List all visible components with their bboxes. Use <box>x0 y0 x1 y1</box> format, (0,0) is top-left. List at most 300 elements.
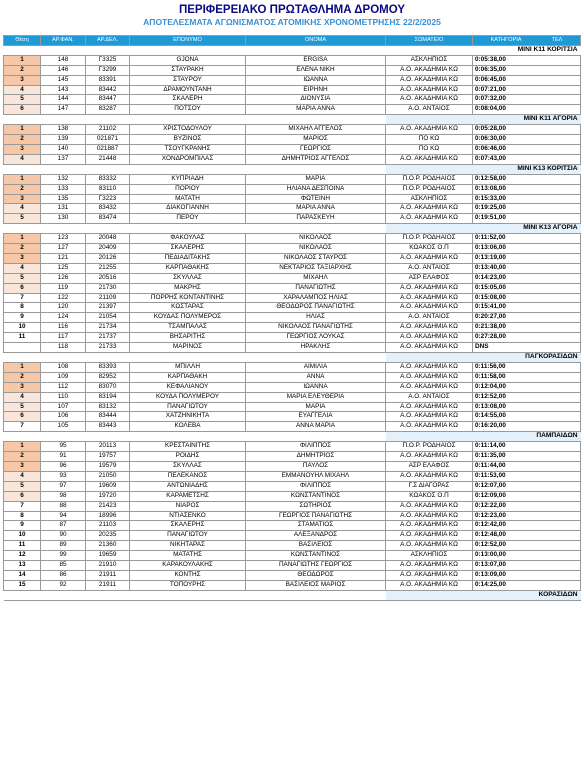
header-category: ΚΑΤΗΓΟΡΙΑ <box>490 37 522 43</box>
firstname-cell: ΔΗΜΗΤΡΙΟΣ ΑΓΓΕΛΟΣ <box>246 154 386 164</box>
bib-cell: 145 <box>41 75 86 85</box>
bib-cell: 85 <box>41 561 86 571</box>
time-cell: 0:15:33,00 <box>473 194 581 204</box>
result-row <box>4 263 581 273</box>
club-cell: Α.Ο. ΑΚΑΔΗΜΙΑ ΚΩ <box>386 333 473 343</box>
position-cell: 1 <box>4 442 41 452</box>
time-cell: 0:06:35,00 <box>473 65 581 75</box>
firstname-cell: ΠΑΥΛΟΣ <box>246 461 386 471</box>
category-name: ΜΙΝΙ Κ11 ΑΓΟΡΙΑ <box>386 115 581 125</box>
time-cell: 0:20:27,00 <box>473 313 581 323</box>
surname-cell: ΡΟΪΔΗΣ <box>130 452 246 462</box>
firstname-cell: ΝΙΚΟΛΑΟΣ <box>246 234 386 244</box>
license-cell: 21734 <box>86 323 130 333</box>
time-cell: 0:16:20,00 <box>473 422 581 432</box>
result-row <box>4 491 581 501</box>
time-cell: 0:14:55,00 <box>473 412 581 422</box>
time-cell: 0:12:07,00 <box>473 481 581 491</box>
time-cell: 0:06:46,00 <box>473 144 581 154</box>
bib-cell: 143 <box>41 85 86 95</box>
time-cell: 0:13:06,00 <box>473 244 581 254</box>
category-header <box>4 164 581 174</box>
result-row <box>4 293 581 303</box>
time-cell: 0:07:21,00 <box>473 85 581 95</box>
position-cell: 6 <box>4 283 41 293</box>
firstname-cell: ΑΝΝΑ <box>246 372 386 382</box>
result-row <box>4 105 581 115</box>
result-row <box>4 234 581 244</box>
club-cell: Α.Ο. ΑΚΑΔΗΜΙΑ ΚΩ <box>386 561 473 571</box>
result-row <box>4 452 581 462</box>
license-cell: 21911 <box>86 580 130 590</box>
position-cell: 2 <box>4 452 41 462</box>
club-cell: ΑΣΡ ΕΛΑΦΟΣ <box>386 461 473 471</box>
club-cell: Α.Ο. ΑΚΑΔΗΜΙΑ ΚΩ <box>386 293 473 303</box>
position-cell: 6 <box>4 412 41 422</box>
license-cell: 21103 <box>86 521 130 531</box>
position-cell: 1 <box>4 125 41 135</box>
surname-cell: ΔΡΑΜΟΥΝΤΑΝΗ <box>130 85 246 95</box>
result-row <box>4 75 581 85</box>
position-cell: 6 <box>4 105 41 115</box>
bib-cell: 97 <box>41 481 86 491</box>
bib-cell: 139 <box>41 135 86 145</box>
firstname-cell: ΠΑΡΑΣΚΕΥΗ <box>246 214 386 224</box>
surname-cell: ΠΟΡΡΗΣ ΚΟΝΤΑΝΤΙΝΗΣ <box>130 293 246 303</box>
surname-cell: ΧΟΝΔΡΟΜΠΙΛΑΣ <box>130 154 246 164</box>
position-cell: 3 <box>4 382 41 392</box>
bib-cell: 110 <box>41 392 86 402</box>
club-cell: Α.Ο. ΑΚΑΔΗΜΙΑ ΚΩ <box>386 580 473 590</box>
result-row <box>4 273 581 283</box>
position-cell: 4 <box>4 263 41 273</box>
club-cell: ΠΟ ΚΩ <box>386 135 473 145</box>
category-header <box>4 432 581 442</box>
time-cell: DNS <box>473 343 581 353</box>
firstname-cell: ΜΑΡΙΑ ΕΛΕΥΘΕΡΙΑ <box>246 392 386 402</box>
surname-cell: ΠΑΝΑΓΙΩΤΟΥ <box>130 531 246 541</box>
time-cell: 0:05:38,00 <box>473 55 581 65</box>
time-cell: 0:12:42,00 <box>473 521 581 531</box>
result-row <box>4 174 581 184</box>
category-name: ΠΑΓΚΟΡΑΣΙΔΩΝ <box>386 353 581 363</box>
bib-cell: 126 <box>41 273 86 283</box>
bib-cell: 88 <box>41 501 86 511</box>
position-cell: 10 <box>4 323 41 333</box>
header-category-time <box>473 36 581 46</box>
firstname-cell: ΦΩΤΕΙΝΗ <box>246 194 386 204</box>
surname-cell: ΧΡΙΣΤΟΔΟΥΛΟΥ <box>130 125 246 135</box>
position-cell: 5 <box>4 402 41 412</box>
header-club: ΣΩΜΑΤΕΙΟ <box>386 36 473 46</box>
surname-cell: ΣΚΑΛΕΡΗ <box>130 95 246 105</box>
license-cell: 83393 <box>86 362 130 372</box>
result-row <box>4 323 581 333</box>
position-cell: 1 <box>4 362 41 372</box>
bib-cell: 140 <box>41 144 86 154</box>
firstname-cell: ΝΕΚΤΑΡΙΟΣ ΤΑΞΙΑΡΧΗΣ <box>246 263 386 273</box>
surname-cell: ΚΟΛΕΒΑ <box>130 422 246 432</box>
firstname-cell: ΗΛΙΑΣ <box>246 313 386 323</box>
page-title: ΠΕΡΙΦΕΡΕΙΑΚΟ ΠΡΩΤΑΘΛΗΜΑ ΔΡΟΜΟΥ <box>178 4 406 16</box>
surname-cell: GJONA <box>130 55 246 65</box>
position-cell: 3 <box>4 194 41 204</box>
firstname-cell: ΚΩΝΣΤΑΝΤΙΝΟΣ <box>246 491 386 501</box>
position-cell: 1 <box>4 174 41 184</box>
surname-cell: ΤΣΑΜΠΑΛΑΣ <box>130 323 246 333</box>
surname-cell: ΚΑΡΑΜΕΤΣΗΣ <box>130 491 246 501</box>
position-cell <box>4 343 41 353</box>
license-cell: 83443 <box>86 422 130 432</box>
surname-cell: ΚΟΥΔΑ ΠΟΛΥΜΕΡΟΥ <box>130 392 246 402</box>
surname-cell: ΑΝΤΩΝΙΑΔΗΣ <box>130 481 246 491</box>
firstname-cell: ΜΙΧΑΗΛ <box>246 273 386 283</box>
bib-cell: 96 <box>41 461 86 471</box>
license-cell: 83474 <box>86 214 130 224</box>
surname-cell: ΣΚΑΛΕΡΗΣ <box>130 244 246 254</box>
license-cell: 21050 <box>86 471 130 481</box>
result-row <box>4 343 581 353</box>
firstname-cell: ΙΩΑΝΝΑ <box>246 75 386 85</box>
position-cell: 8 <box>4 303 41 313</box>
license-cell: 83444 <box>86 412 130 422</box>
time-cell: 0:12:23,00 <box>473 511 581 521</box>
license-cell: 20113 <box>86 442 130 452</box>
bib-cell: 98 <box>41 491 86 501</box>
license-cell: 19579 <box>86 461 130 471</box>
surname-cell: ΜΠΙΛΛΗ <box>130 362 246 372</box>
firstname-cell: ΓΕΩΡΓΙΟΣ ΠΑΝΑΓΙΩΤΗΣ <box>246 511 386 521</box>
surname-cell: ΝΙΚΗΤΑΡΑΣ <box>130 541 246 551</box>
surname-cell: ΣΚΥΛΛΑΣ <box>130 273 246 283</box>
club-cell: Α.Ο. ΑΝΤΑΙΟΣ <box>386 263 473 273</box>
bib-cell: 112 <box>41 382 86 392</box>
header-row <box>4 36 581 46</box>
club-cell: Α.Ο. ΑΚΑΔΗΜΙΑ ΚΩ <box>386 382 473 392</box>
bib-cell: 121 <box>41 253 86 263</box>
club-cell: ΑΣΚΛΗΠΙΟΣ <box>386 55 473 65</box>
result-row <box>4 95 581 105</box>
result-row <box>4 561 581 571</box>
bib-cell: 109 <box>41 372 86 382</box>
position-cell: 5 <box>4 481 41 491</box>
bib-cell: 148 <box>41 55 86 65</box>
bib-cell: 146 <box>41 65 86 75</box>
license-cell: 21911 <box>86 570 130 580</box>
surname-cell: ΝΤΙΑΣΕΝΚΟ <box>130 511 246 521</box>
license-cell: 19720 <box>86 491 130 501</box>
club-cell: ΑΣΚΛΗΠΙΟΣ <box>386 194 473 204</box>
time-cell: 0:13:09,00 <box>473 570 581 580</box>
license-cell: 20516 <box>86 273 130 283</box>
firstname-cell: ΘΕΟΔΩΡΟΣ ΠΑΝΑΓΙΩΤΗΣ <box>246 303 386 313</box>
license-cell: 21102 <box>86 125 130 135</box>
bib-cell: 138 <box>41 125 86 135</box>
result-row <box>4 580 581 590</box>
position-cell: 11 <box>4 333 41 343</box>
club-cell: Α.Ο. ΑΚΑΔΗΜΙΑ ΚΩ <box>386 75 473 85</box>
license-cell: 19757 <box>86 452 130 462</box>
surname-cell: ΣΤΑΥΡΑΚΗ <box>130 65 246 75</box>
result-row <box>4 333 581 343</box>
surname-cell: ΚΑΡΠΑΘΑΚΗ <box>130 372 246 382</box>
time-cell: 0:11:58,00 <box>473 372 581 382</box>
surname-cell: ΜΑΤΑΤΗΣ <box>130 551 246 561</box>
club-cell: Α.Ο. ΑΚΑΔΗΜΙΑ ΚΩ <box>386 511 473 521</box>
category-name: ΜΙΝΙ Κ13 ΑΓΟΡΙΑ <box>386 224 581 234</box>
time-cell: 0:13:19,00 <box>473 253 581 263</box>
firstname-cell: ΜΑΡΙΑ ΑΝΝΑ <box>246 204 386 214</box>
result-row <box>4 481 581 491</box>
result-row <box>4 204 581 214</box>
result-row <box>4 392 581 402</box>
time-cell: 0:14:25,00 <box>473 580 581 590</box>
firstname-cell: ΚΩΝΣΤΑΝΤΙΝΟΣ <box>246 551 386 561</box>
result-row <box>4 402 581 412</box>
result-row <box>4 244 581 254</box>
bib-cell: 91 <box>41 452 86 462</box>
bib-cell: 131 <box>41 204 86 214</box>
time-cell: 0:06:45,00 <box>473 75 581 85</box>
bib-cell: 120 <box>41 303 86 313</box>
firstname-cell: ΧΑΡΑΛΑΜΠΟΣ ΗΛΙΑΣ <box>246 293 386 303</box>
club-cell: Α.Ο. ΑΚΑΔΗΜΙΑ ΚΩ <box>386 362 473 372</box>
license-cell: 83447 <box>86 95 130 105</box>
club-cell: Α.Ο. ΑΚΑΔΗΜΙΑ ΚΩ <box>386 85 473 95</box>
license-cell: 21737 <box>86 333 130 343</box>
license-cell: 20048 <box>86 234 130 244</box>
club-cell: ΚΩΑΚΟΣ Ο.Π <box>386 244 473 254</box>
result-row <box>4 65 581 75</box>
club-cell: Π.Ο.Ρ. ΡΟΔΗΑΙΟΣ <box>386 234 473 244</box>
category-name: ΚΟΡΑΣΙΔΩΝ <box>386 590 581 600</box>
firstname-cell: ΑΛΕΞΑΝΔΡΟΣ <box>246 531 386 541</box>
bib-cell: 90 <box>41 531 86 541</box>
club-cell: Α.Ο. ΑΚΑΔΗΜΙΑ ΚΩ <box>386 95 473 105</box>
surname-cell: ΚΥΠΡΙΑΔΗ <box>130 174 246 184</box>
bib-cell: 95 <box>41 442 86 452</box>
category-spacer <box>4 45 386 55</box>
firstname-cell: ΠΑΝΑΓΙΩΤΗΣ <box>246 283 386 293</box>
result-row <box>4 501 581 511</box>
firstname-cell: ΑΙΜΙΛΙΑ <box>246 362 386 372</box>
time-cell: 0:11:56,00 <box>473 362 581 372</box>
bib-cell: 122 <box>41 293 86 303</box>
license-cell: 83287 <box>86 105 130 115</box>
license-cell: 21109 <box>86 293 130 303</box>
firstname-cell: ΦΙΛΙΠΠΟΣ <box>246 442 386 452</box>
surname-cell: ΠΟΤΣΟΥ <box>130 105 246 115</box>
bib-cell: 86 <box>41 570 86 580</box>
category-name: ΜΙΝΙ Κ13 ΚΟΡΙΤΣΙΑ <box>386 164 581 174</box>
firstname-cell: ΣΤΑΜΑΤΙΟΣ <box>246 521 386 531</box>
club-cell: Α.Ο. ΑΚΑΔΗΜΙΑ ΚΩ <box>386 422 473 432</box>
surname-cell: ΜΑΤΑΤΗ <box>130 194 246 204</box>
firstname-cell: ΜΑΡΙΑ <box>246 174 386 184</box>
club-cell: ΑΣΚΛΗΠΙΟΣ <box>386 551 473 561</box>
category-header <box>4 45 581 55</box>
time-cell: 0:11:53,00 <box>473 471 581 481</box>
license-cell: 21255 <box>86 263 130 273</box>
position-cell: 5 <box>4 273 41 283</box>
header-surname: ΕΠΩΝΥΜΟ <box>130 36 246 46</box>
firstname-cell: ΝΙΚΟΛΑΟΣ ΠΑΝΑΓΙΩΤΗΣ <box>246 323 386 333</box>
bib-cell: 108 <box>41 362 86 372</box>
header-time: ΤΕΛ <box>551 37 563 43</box>
firstname-cell: ΓΕΩΡΓΙΟΣ ΛΟΥΚΑΣ <box>246 333 386 343</box>
position-cell: 2 <box>4 372 41 382</box>
firstname-cell: ΜΑΡΙΟΣ <box>246 135 386 145</box>
result-row <box>4 511 581 521</box>
result-row <box>4 184 581 194</box>
result-row <box>4 194 581 204</box>
license-cell: Γ3223 <box>86 194 130 204</box>
category-spacer <box>4 432 386 442</box>
firstname-cell: ΙΩΑΝΝΑ <box>246 382 386 392</box>
license-cell: 021871 <box>86 135 130 145</box>
bib-cell: 99 <box>41 551 86 561</box>
surname-cell: ΣΤΑΥΡΟΥ <box>130 75 246 85</box>
surname-cell: ΝΙΑΡΟΣ <box>130 501 246 511</box>
position-cell: 8 <box>4 511 41 521</box>
club-cell: Α.Ο. ΑΝΤΑΙΟΣ <box>386 392 473 402</box>
license-cell: 21054 <box>86 313 130 323</box>
time-cell: 0:12:52,00 <box>473 392 581 402</box>
surname-cell: ΠΟΡΙΟΥ <box>130 184 246 194</box>
page-subtitle: ΑΠΟΤΕΛΕΣΜΑΤΑ ΑΓΩΝΙΣΜΑΤΟΣ ΑΤΟΜΙΚΗΣ ΧΡΟΝΟΜΕΤΡΗΣΗΣ 22/2/2025 <box>143 17 441 27</box>
result-row <box>4 412 581 422</box>
position-cell: 4 <box>4 471 41 481</box>
bib-cell: 93 <box>41 471 86 481</box>
license-cell: 83391 <box>86 75 130 85</box>
time-cell: 0:11:14,00 <box>473 442 581 452</box>
license-cell: 20235 <box>86 531 130 541</box>
license-cell: 83332 <box>86 174 130 184</box>
result-row <box>4 541 581 551</box>
position-cell: 7 <box>4 501 41 511</box>
time-cell: 0:21:38,00 <box>473 323 581 333</box>
time-cell: 0:12:52,00 <box>473 541 581 551</box>
surname-cell: ΚΕΦΑΛΙΑΝΟΥ <box>130 382 246 392</box>
bib-cell: 147 <box>41 105 86 115</box>
time-cell: 0:12:22,00 <box>473 501 581 511</box>
bib-cell: 133 <box>41 184 86 194</box>
club-cell: Α.Ο. ΑΚΑΔΗΜΙΑ ΚΩ <box>386 402 473 412</box>
time-cell: 0:15:05,00 <box>473 283 581 293</box>
club-cell: Α.Ο. ΑΚΑΔΗΜΙΑ ΚΩ <box>386 501 473 511</box>
category-name: ΜΙΝΙ Κ11 ΚΟΡΙΤΣΙΑ <box>386 45 581 55</box>
category-spacer <box>4 115 386 125</box>
category-spacer <box>4 164 386 174</box>
license-cell: 83070 <box>86 382 130 392</box>
time-cell: 0:11:35,00 <box>473 452 581 462</box>
result-row <box>4 135 581 145</box>
bib-cell: 106 <box>41 412 86 422</box>
firstname-cell: ΒΑΣΙΛΕΙΟΣ <box>246 541 386 551</box>
firstname-cell: ΒΑΣΙΛΕΙΟΣ ΜΑΡΙΟΣ <box>246 580 386 590</box>
surname-cell: ΠΕΡΟΥ <box>130 214 246 224</box>
time-cell: 0:13:08,00 <box>473 184 581 194</box>
bib-cell: 124 <box>41 313 86 323</box>
header-bib: ΑΡ.ΦΑΝ. <box>41 36 86 46</box>
category-spacer <box>4 224 386 234</box>
result-row <box>4 422 581 432</box>
surname-cell: ΣΚΥΛΛΑΣ <box>130 461 246 471</box>
surname-cell: ΜΑΚΡΗΣ <box>130 283 246 293</box>
license-cell: 21360 <box>86 541 130 551</box>
license-cell: Γ3325 <box>86 55 130 65</box>
position-cell: 1 <box>4 55 41 65</box>
club-cell: Α.Ο. ΑΚΑΔΗΜΙΑ ΚΩ <box>386 521 473 531</box>
time-cell: 0:19:25,00 <box>473 204 581 214</box>
club-cell: Π.Ο.Ρ. ΡΟΔΗΑΙΟΣ <box>386 174 473 184</box>
club-cell: Π.Ο.Ρ. ΡΟΔΗΑΙΟΣ <box>386 184 473 194</box>
club-cell: Α.Ο. ΑΚΑΔΗΜΙΑ ΚΩ <box>386 452 473 462</box>
club-cell: Α.Ο. ΑΚΑΔΗΜΙΑ ΚΩ <box>386 154 473 164</box>
time-cell: 0:12:04,00 <box>473 382 581 392</box>
club-cell: ΠΟ ΚΩ <box>386 144 473 154</box>
license-cell: 21423 <box>86 501 130 511</box>
surname-cell: ΚΡΕΣΤΑΙΝΙΤΗΣ <box>130 442 246 452</box>
position-cell: 3 <box>4 75 41 85</box>
result-row <box>4 85 581 95</box>
license-cell: 21397 <box>86 303 130 313</box>
time-cell: 0:15:41,00 <box>473 303 581 313</box>
surname-cell: ΤΣΟΥΓΚΡΑΝΗΣ <box>130 144 246 154</box>
result-row <box>4 362 581 372</box>
category-spacer <box>4 590 386 600</box>
license-cell: 19609 <box>86 481 130 491</box>
surname-cell: ΚΑΡΠΑΘΑΚΗΣ <box>130 263 246 273</box>
result-row <box>4 125 581 135</box>
category-spacer <box>4 353 386 363</box>
position-cell: 9 <box>4 313 41 323</box>
firstname-cell: ΠΑΝΑΓΙΩΤΗΣ ΓΕΩΡΓΙΟΣ <box>246 561 386 571</box>
firstname-cell: ΔΙΟΝΥΣΙΑ <box>246 95 386 105</box>
firstname-cell: ΗΡΑΚΛΗΣ <box>246 343 386 353</box>
license-cell: Γ3299 <box>86 65 130 75</box>
position-cell: 2 <box>4 244 41 254</box>
firstname-cell: ΑΝΝΑ ΜΑΡΙΑ <box>246 422 386 432</box>
bib-cell: 94 <box>41 511 86 521</box>
bib-cell: 89 <box>41 541 86 551</box>
position-cell: 4 <box>4 154 41 164</box>
position-cell: 14 <box>4 570 41 580</box>
position-cell: 2 <box>4 65 41 75</box>
surname-cell: ΚΟΝΤΗΣ <box>130 570 246 580</box>
time-cell: 0:11:44,00 <box>473 461 581 471</box>
time-cell: 0:13:07,00 <box>473 561 581 571</box>
time-cell: 0:27:28,00 <box>473 333 581 343</box>
result-row <box>4 570 581 580</box>
category-header <box>4 115 581 125</box>
bib-cell: 132 <box>41 174 86 184</box>
club-cell: Α.Ο. ΑΝΤΑΙΟΣ <box>386 105 473 115</box>
license-cell: 20126 <box>86 253 130 263</box>
license-cell: 21910 <box>86 561 130 571</box>
surname-cell: ΜΑΡΙΝΟΣ <box>130 343 246 353</box>
bib-cell: 118 <box>41 343 86 353</box>
position-cell: 9 <box>4 521 41 531</box>
firstname-cell: ΓΕΩΡΓΙΟΣ <box>246 144 386 154</box>
license-cell: 83432 <box>86 204 130 214</box>
club-cell: Α.Ο. ΑΚΑΔΗΜΙΑ ΚΩ <box>386 471 473 481</box>
category-header <box>4 590 581 600</box>
category-name: ΠΑΜΠΑΙΔΩΝ <box>386 432 581 442</box>
bib-cell: 116 <box>41 323 86 333</box>
bib-cell: 127 <box>41 244 86 254</box>
firstname-cell: ΜΑΡΙΑ ΑΝΝΑ <box>246 105 386 115</box>
